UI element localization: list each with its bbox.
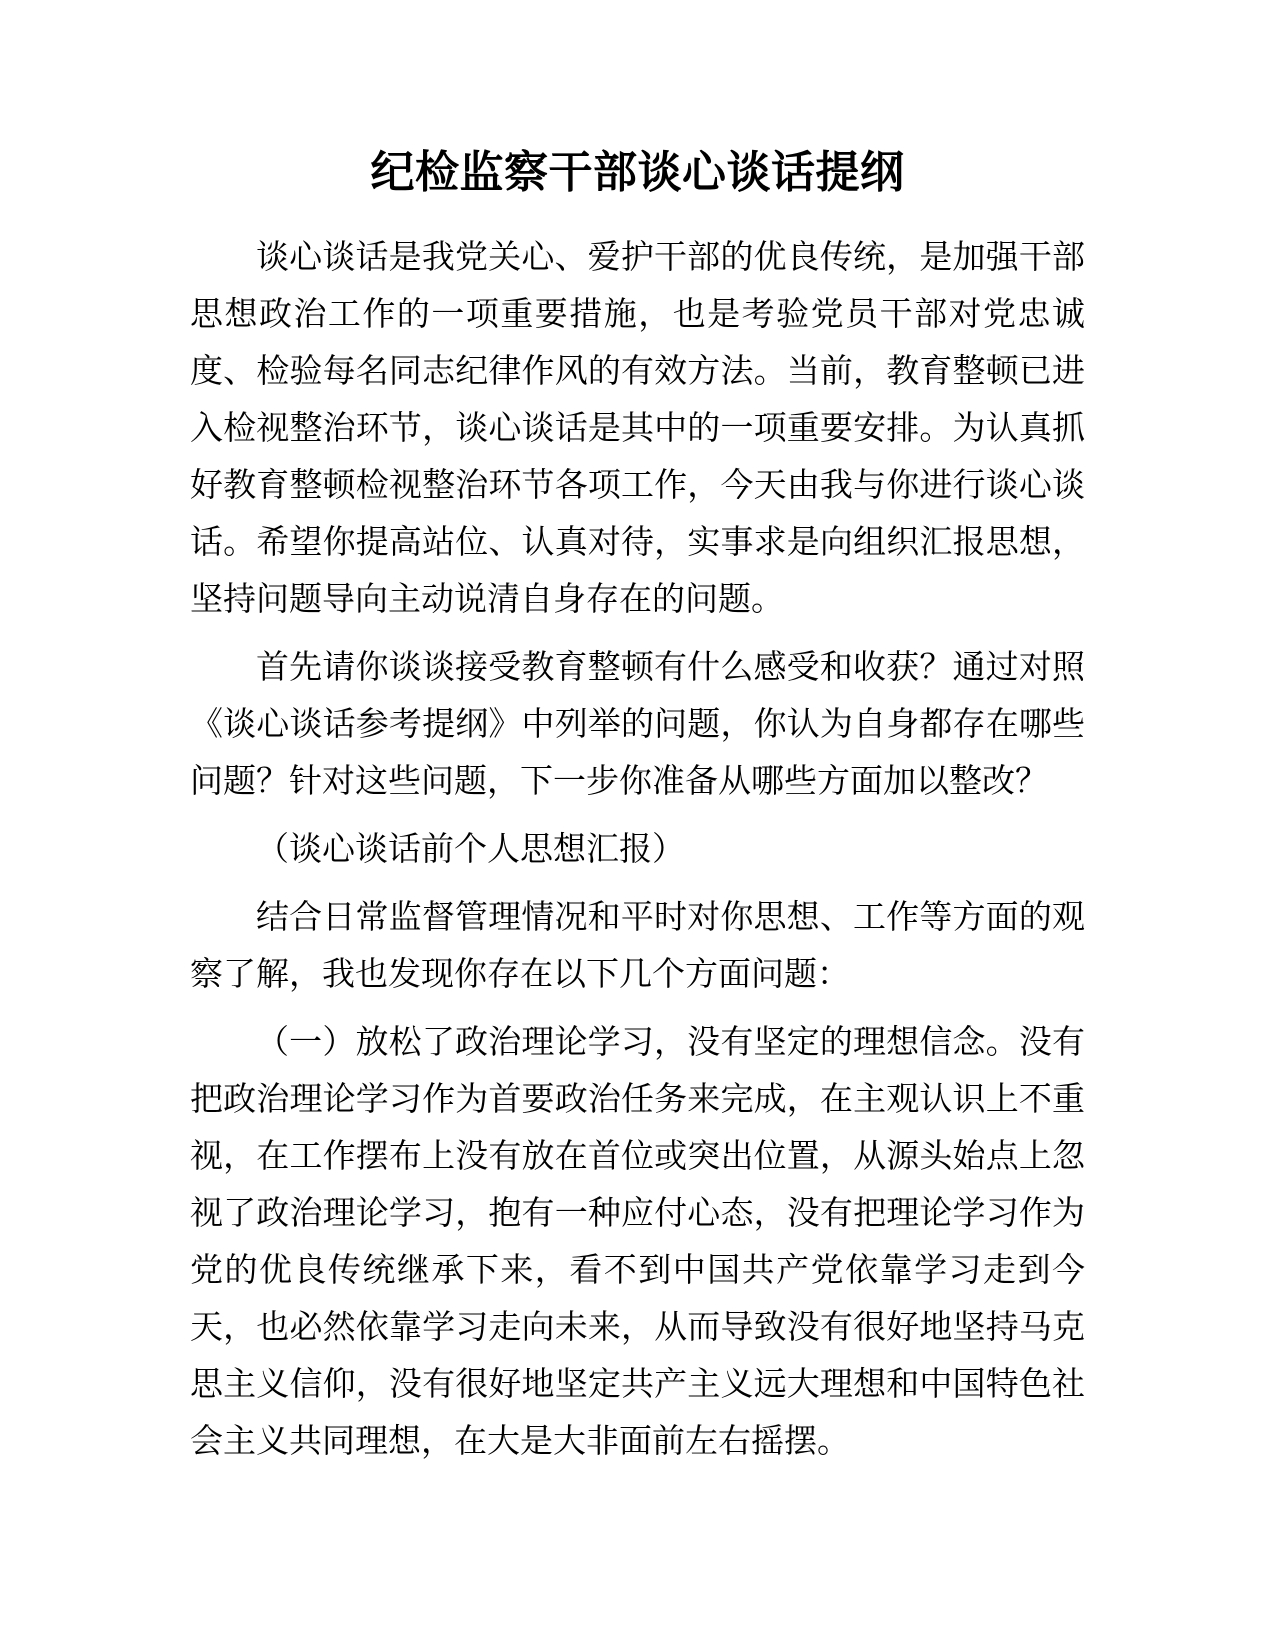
paragraph: （谈心谈话前个人思想汇报）: [256, 830, 685, 867]
paragraph: 结合日常监督管理情况和平时对你思想、工作等方面的观察了解，我也发现你存在以下几个方面问题：: [190, 898, 1085, 992]
document-body: [190, 228, 1085, 1469]
paragraph: （一）放松了政治理论学习，没有坚定的理想信念。没有把政治理论学习作为首要政治任务来完成，在主观认识上不重视，在工作摆布上没有放在首位或突出位置，从源头始点上忽视了政治理论学习，抱有一种应付心态，没有把理论学习作为党的优良传统继承下来，看不到中国共产党依靠学习走到今天，也必然依靠学习走向未来，从而导致没有很好地坚持马克思主义信仰，没有很好地坚定共产主义远大理想和中国特色社会主义共同理想，在大是大非面前左右摇摆。: [190, 1023, 1085, 1459]
document-title: 纪检监察干部谈心谈话提纲: [370, 148, 905, 197]
paragraph: 首先请你谈谈接受教育整顿有什么感受和收获？通过对照《谈心谈话参考提纲》中列举的问题，你认为自身都存在哪些问题？针对这些问题，下一步你准备从哪些方面加以整改？: [190, 648, 1085, 799]
paragraph: 谈心谈话是我党关心、爱护干部的优良传统，是加强干部思想政治工作的一项重要措施，也是考验党员干部对党忠诚度、检验每名同志纪律作风的有效方法。当前，教育整顿已进入检视整治环节，谈心谈话是其中的一项重要安排。为认真抓好教育整顿检视整治环节各项工作，今天由我与你进行谈心谈话。希望你提高站位、认真对待，实事求是向组织汇报思想，坚持问题导向主动说清自身存在的问题。: [190, 238, 1085, 617]
